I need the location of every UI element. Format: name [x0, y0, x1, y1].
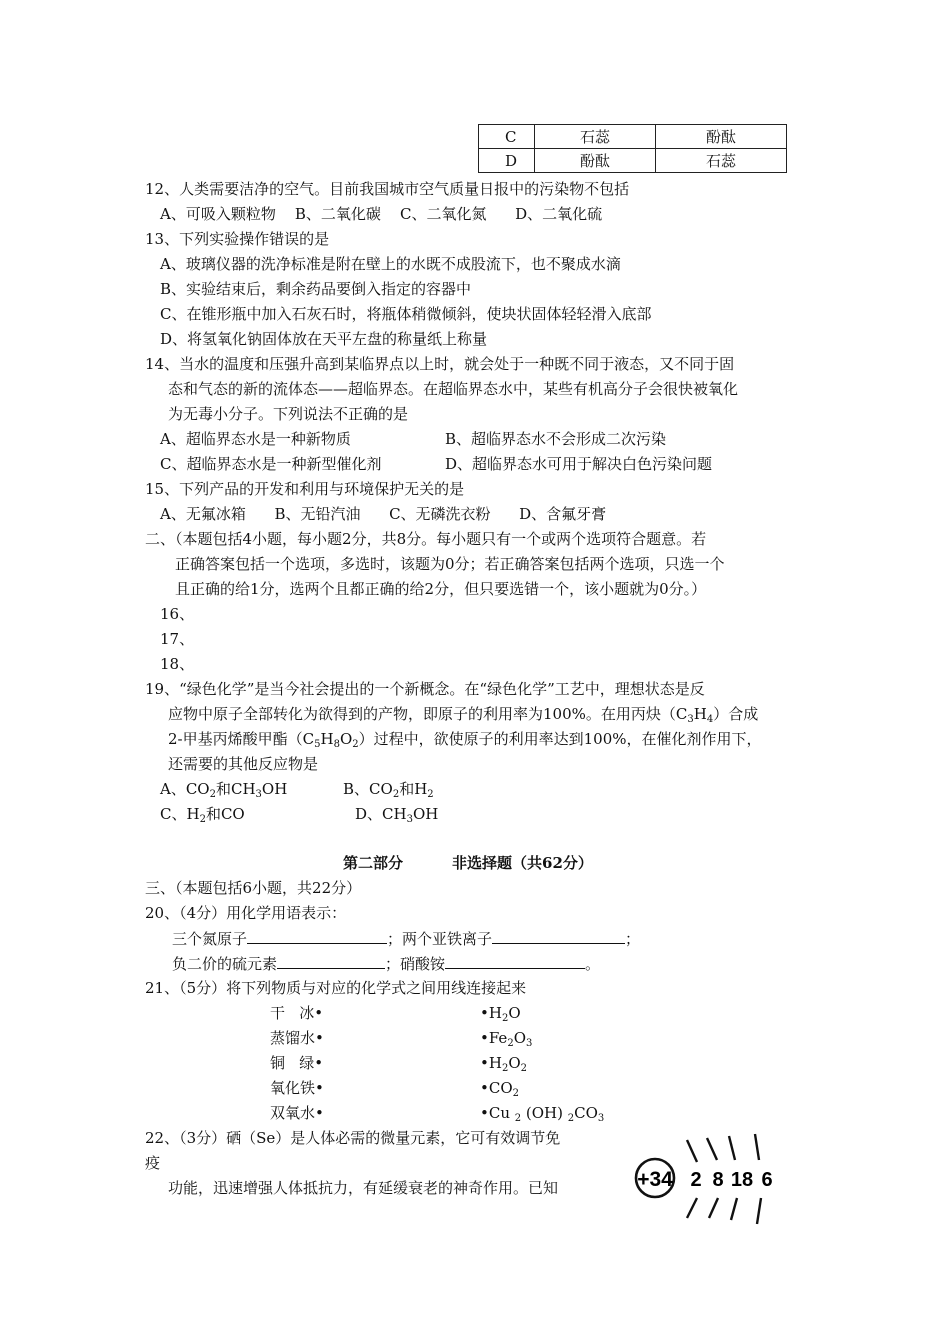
question-22-line: 疫	[145, 1154, 161, 1172]
question-15-stem: 15、下列产品的开发和利用与环境保护无关的是	[145, 480, 465, 498]
section-2-intro: 二、（本题包括4小题，每小题2分，共8分。每小题只有一个或两个选项符合题意。若	[145, 530, 707, 548]
table-cell: 酚酞	[656, 125, 787, 149]
shell-arc	[757, 1198, 761, 1224]
substance-item[interactable]: 双氧水•	[270, 1104, 324, 1122]
shell-arc	[707, 1138, 717, 1160]
table-cell: C	[479, 125, 535, 149]
question-13-option-d: D、将氢氧化钠固体放在天平左盘的称量纸上称量	[160, 330, 488, 348]
table-row	[479, 125, 787, 149]
question-14-line: 14、当水的温度和压强升高到某临界点以上时，就会处于一种既不同于液态，又不同于固	[145, 355, 735, 373]
prompt-text: ；硝酸铵	[385, 955, 446, 973]
question-15-options: A、无氟冰箱 B、无铅汽油 C、无磷洗衣粉 D、含氟牙膏	[160, 505, 607, 523]
formula-item[interactable]: $•CO_2$	[480, 1079, 519, 1099]
section-2-intro: 正确答案包括一个选项，多选时，该题为0分；若正确答案包括两个选项，只选一个	[175, 555, 725, 573]
question-17: 17、	[160, 630, 195, 648]
options-table	[478, 124, 787, 173]
table-cell: 石蕊	[535, 125, 656, 149]
question-12-stem: 12、人类需要洁净的空气。目前我国城市空气质量日报中的污染物不包括	[145, 180, 630, 198]
nucleus-charge: +34	[637, 1168, 673, 1191]
section-2-intro: 且正确的给1分，选两个且都正确的给2分，但只要选错一个，该小题就为0分。）	[175, 580, 707, 598]
question-18: 18、	[160, 655, 195, 673]
question-19-line: 19、“绿色化学”是当今社会提出的一个新概念。在“绿色化学”工艺中，理想状态是反	[145, 680, 705, 698]
answer-blank[interactable]	[492, 928, 625, 944]
prompt-text: 三个氮原子	[172, 930, 248, 948]
shell-arc	[687, 1198, 697, 1218]
shell-electron-count: 8	[712, 1169, 724, 1191]
question-19-option-a: A、$CO_2$和$CH_3OH$	[160, 780, 288, 800]
atom-structure-diagram	[625, 1130, 785, 1234]
question-20-line2	[172, 953, 600, 974]
substance-item[interactable]: 蒸馏水•	[270, 1029, 324, 1047]
formula-item[interactable]: •Cu $_2$ (OH) $_2CO_3$	[480, 1104, 605, 1124]
question-19-line: 应物中原子全部转化为欲得到的产物，即原子的利用率为100%。在用丙炔$(C_3H_4)$合成	[168, 705, 759, 725]
shell-arc	[731, 1198, 737, 1220]
table-cell: 酚酞	[535, 149, 656, 173]
prompt-text: ；两个亚铁离子	[387, 930, 493, 948]
question-21-stem: 21、（5分）将下列物质与对应的化学式之间用线连接起来	[145, 979, 527, 997]
prompt-text: ；	[625, 930, 641, 948]
question-20-stem: 20、（4分）用化学用语表示：	[145, 904, 347, 922]
question-22-line: 22、（3分）硒（Se）是人体必需的微量元素，它可有效调节免	[145, 1129, 561, 1147]
formula-item[interactable]: $•H_2O_2$	[480, 1054, 527, 1074]
answer-blank[interactable]	[445, 953, 585, 969]
question-22-line: 功能，迅速增强人体抵抗力，有延缓衰老的神奇作用。已知	[168, 1179, 559, 1197]
question-13-option-a: A、玻璃仪器的洗净标准是附在壁上的水既不成股流下，也不聚成水滴	[160, 255, 621, 273]
formula-item[interactable]: $•Fe_2O_3$	[480, 1029, 533, 1049]
question-19-option-c: C、$H_2$和CO	[160, 805, 245, 825]
part-two-subtitle: 非选择题（共62分）	[452, 854, 593, 872]
prompt-text: 负二价的硫元素	[172, 955, 278, 973]
substance-item[interactable]: 氧化铁•	[270, 1079, 324, 1097]
question-19-line: 还需要的其他反应物是	[168, 755, 319, 773]
part-two-title: 第二部分	[343, 854, 404, 872]
question-14-line: 为无毒小分子。下列说法不正确的是	[168, 405, 409, 423]
substance-item[interactable]: 干 冰•	[270, 1004, 324, 1022]
shell-arc	[709, 1198, 718, 1218]
shell-electron-count: 18	[730, 1169, 754, 1191]
question-14-option-c: C、超临界态水是一种新型催化剂	[160, 455, 382, 473]
table-row	[479, 149, 787, 173]
question-20-line1	[172, 928, 640, 949]
substance-item[interactable]: 铜 绿•	[270, 1054, 324, 1072]
shell-electron-count: 6	[761, 1169, 773, 1191]
question-19-line: 2-甲基丙烯酸甲酯$(C_5H_8O_2)$过程中，欲使原子的利用率达到100%，在催化剂作用下，	[168, 730, 762, 750]
question-16: 16、	[160, 605, 195, 623]
question-12-options: A、可吸入颗粒物 B、二氧化碳 C、二氧化氮 D、二氧化硫	[160, 205, 603, 223]
question-14-line: 态和气态的新的流体态——超临界态。在超临界态水中，某些有机高分子会很快被氧化	[168, 380, 739, 398]
table-cell: 石蕊	[656, 149, 787, 173]
answer-blank[interactable]	[247, 928, 387, 944]
question-13-option-b: B、实验结束后，剩余药品要倒入指定的容器中	[160, 280, 472, 298]
formula-item[interactable]: $•H_2O$	[480, 1004, 521, 1024]
answer-blank[interactable]	[277, 953, 385, 969]
question-14-option-d: D、超临界态水可用于解决白色污染问题	[445, 455, 713, 473]
shell-electron-count: 2	[690, 1169, 702, 1191]
section-3-intro: 三、（本题包括6小题，共22分）	[145, 879, 362, 897]
shell-arc	[755, 1134, 759, 1160]
question-14-option-a: A、超临界态水是一种新物质	[160, 430, 351, 448]
question-13-stem: 13、下列实验操作错误的是	[145, 230, 330, 248]
question-14-option-b: B、超临界态水不会形成二次污染	[445, 430, 667, 448]
shell-arc	[687, 1140, 697, 1162]
question-19-option-d: D、$CH_3OH$	[355, 805, 439, 825]
shell-arc	[729, 1136, 735, 1160]
table-cell: D	[479, 149, 535, 173]
prompt-text: 。	[585, 955, 601, 973]
question-13-option-c: C、在锥形瓶中加入石灰石时，将瓶体稍微倾斜，使块状固体轻轻滑入底部	[160, 305, 652, 323]
question-19-option-b: B、$CO_2$和$H_2$	[343, 780, 434, 800]
